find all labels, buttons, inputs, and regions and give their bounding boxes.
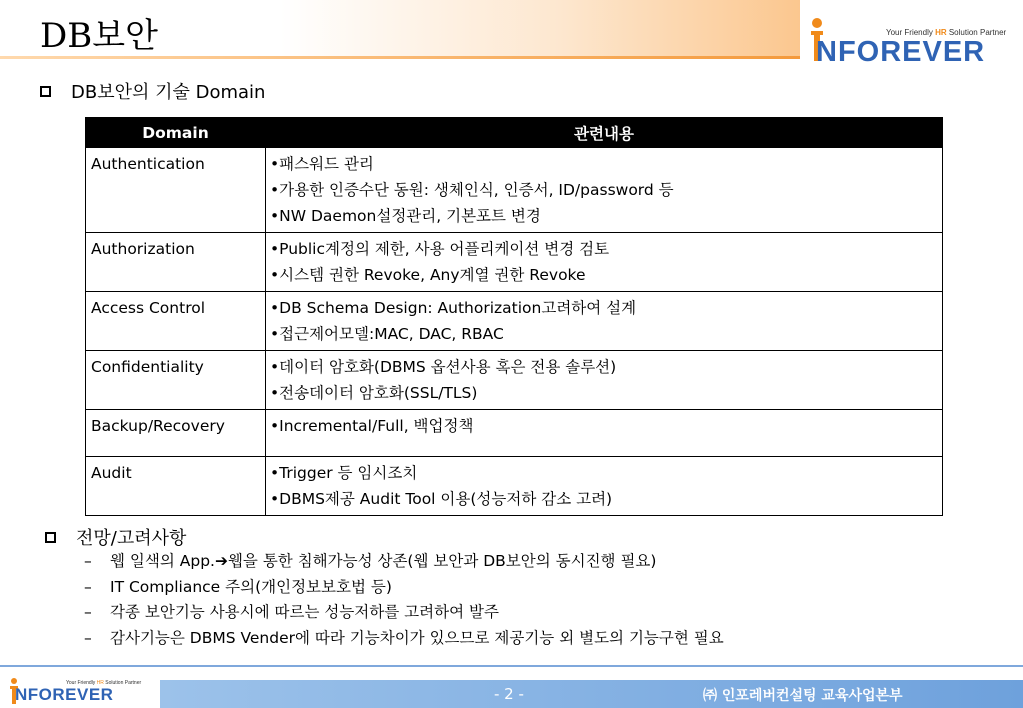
list-item-text: 감사기능은 DBMS Vender에 따라 기능차이가 있으므로 제공기능 외 별도의 기능구현 필요 [110,628,724,647]
dash-bullet: – [84,603,92,621]
logo-tagline: Your Friendly HR Solution Partner [66,680,142,686]
list-item [84,626,724,652]
content-item: •NW Daemon설정관리, 기본포트 변경 [270,207,541,225]
square-bullet-icon [40,86,51,97]
square-bullet-icon [45,532,56,543]
table-cell-domain: Authorization [86,233,266,292]
logo-brand-text: NFOREVER [15,685,114,704]
section-heading-outlook [45,524,186,550]
content-item: •Incremental/Full, 백업정책 [270,417,474,435]
table-cell-content [266,410,943,457]
page-number: - 2 - [494,685,524,703]
table-row [86,457,943,516]
table-row [86,351,943,410]
content-item: •가용한 인증수단 동원: 생체인식, 인증서, ID/password 등 [270,181,674,199]
brand-logo [806,15,1012,68]
dash-bullet: – [84,628,92,647]
content-item: •패스워드 관리 [270,155,374,173]
outlook-list [84,549,724,651]
content-item: •데이터 암호화(DBMS 옵션사용 혹은 전용 솔루션) [270,358,617,376]
list-item [84,600,724,626]
table-cell-domain: Confidentiality [86,351,266,410]
footer-divider [0,665,1023,667]
content-item: •시스템 권한 Revoke, Any계열 권한 Revoke [270,266,586,284]
table-cell-content [266,233,943,292]
logo-tagline: Your Friendly HR Solution Partner [886,28,1007,37]
table-cell-domain: Backup/Recovery [86,410,266,457]
table-header-row [86,118,943,148]
content-item: •전송데이터 암호화(SSL/TLS) [270,384,478,402]
table-cell-content [266,292,943,351]
table-cell-domain: Authentication [86,148,266,233]
content-item: •DB Schema Design: Authorization고려하여 설계 [270,299,637,317]
list-item-text: IT Compliance 주의(개인정보보호법 등) [110,577,392,596]
content-item: •접근제어모델:MAC, DAC, RBAC [270,325,504,343]
list-item-text: 각종 보안기능 사용시에 따르는 성능저하를 고려하여 발주 [110,603,499,621]
page-title: DB보안 [40,16,158,56]
table-cell-content [266,457,943,516]
footer-company-name: ㈜ 인포레버컨설팅 교육사업본부 [703,688,903,704]
table-row [86,148,943,233]
table-header-domain: Domain [86,118,266,148]
section-heading-domain [40,78,265,104]
logo-brand-text: NFOREVER [816,36,986,68]
table-cell-domain: Access Control [86,292,266,351]
section-heading-text: 전망/고려사항 [76,528,187,549]
list-item-text: 웹 일색의 App.➔웹을 통한 침해가능성 상존(웹 보안과 DB보안의 동시진행 필요) [110,552,657,570]
table-row [86,292,943,351]
footer-logo [8,677,158,707]
list-item [84,575,724,601]
dash-bullet: – [84,552,92,570]
section-heading-text: DB보안의 기술 Domain [71,82,266,103]
table-cell-domain: Audit [86,457,266,516]
dash-bullet: – [84,577,92,596]
content-item: •DBMS제공 Audit Tool 이용(성능저하 감소 고려) [270,490,613,508]
content-item: •Public계정의 제한, 사용 어플리케이션 변경 검토 [270,240,610,258]
table-cell-content [266,148,943,233]
domain-table [85,117,943,516]
table-row [86,233,943,292]
list-item [84,549,724,575]
content-item: •Trigger 등 임시조치 [270,464,418,482]
table-row [86,410,943,457]
table-header-content: 관련내용 [266,118,943,148]
table-cell-content [266,351,943,410]
